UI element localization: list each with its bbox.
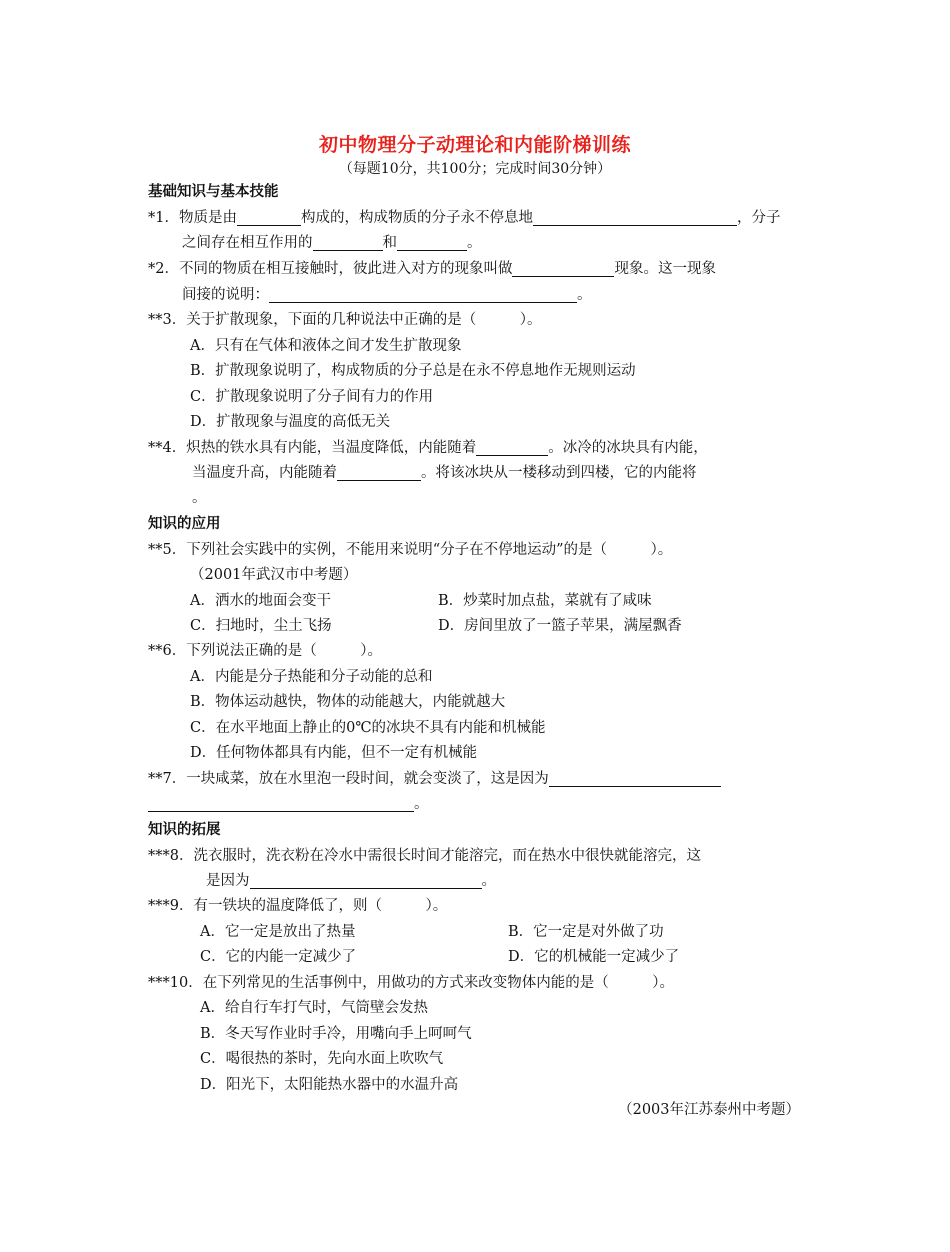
option-item[interactable]: B．炒菜时加点盐，菜就有了咸味 bbox=[438, 593, 652, 609]
question-number: **6． bbox=[148, 643, 187, 659]
question-10: ***10．在下列常见的生活事例中，用做功的方式来改变物体内能的是（ ）。 bbox=[148, 975, 674, 991]
option-item[interactable]: D．任何物体都具有内能，但不一定有机械能 bbox=[190, 745, 478, 761]
option-item[interactable]: C．扫地时，尘土飞扬 bbox=[190, 618, 332, 634]
option-item[interactable]: B．它一定是对外做了功 bbox=[508, 924, 664, 940]
question-4: **4．炽热的铁水具有内能，当温度降低，内能随着 。冰冷的冰块具有内能， bbox=[148, 440, 708, 456]
question-1-cont: 之间存在相互作用的 和 。 bbox=[182, 235, 482, 251]
answer-blank[interactable] bbox=[269, 286, 577, 303]
option-item[interactable]: D．扩散现象与温度的高低无关 bbox=[190, 414, 391, 430]
option-item[interactable]: A．只有在气体和液体之间才发生扩散现象 bbox=[190, 338, 462, 354]
option-item[interactable]: B．物体运动越快，物体的动能越大，内能就越大 bbox=[190, 694, 506, 710]
question-7: **7．一块咸菜，放在水里泡一段时间，就会变淡了，这是因为 bbox=[148, 769, 721, 789]
question-source: （2001年武汉市中考题） bbox=[190, 567, 358, 583]
question-number: **4． bbox=[148, 440, 187, 456]
answer-blank[interactable] bbox=[549, 770, 721, 787]
question-number: **5． bbox=[148, 542, 187, 558]
section-heading-basic: 基础知识与基本技能 bbox=[148, 183, 279, 200]
section-heading-extension: 知识的拓展 bbox=[148, 821, 221, 838]
section-heading-application: 知识的应用 bbox=[148, 515, 221, 532]
question-9: ***9．有一铁块的温度降低了，则（ ）。 bbox=[148, 898, 448, 914]
answer-blank[interactable] bbox=[337, 464, 421, 481]
question-number: ***10． bbox=[148, 975, 203, 991]
question-2-cont: 间接的说明： 。 bbox=[182, 287, 592, 303]
page-title: 初中物理分子动理论和内能阶梯训练 bbox=[318, 134, 631, 156]
option-item[interactable]: B．扩散现象说明了，构成物质的分子总是在永不停息地作无规则运动 bbox=[190, 363, 636, 379]
answer-blank[interactable] bbox=[476, 439, 548, 456]
option-item[interactable]: C．喝很热的茶时，先向水面上吹吹气 bbox=[200, 1051, 444, 1067]
option-item[interactable]: C．扩散现象说明了分子间有力的作用 bbox=[190, 389, 434, 405]
option-item[interactable]: B．冬天写作业时手冷，用嘴向手上呵呵气 bbox=[200, 1026, 472, 1042]
question-6: **6．下列说法正确的是（ ）。 bbox=[148, 643, 382, 659]
answer-blank[interactable] bbox=[397, 234, 467, 251]
question-number: **7． bbox=[148, 771, 187, 787]
answer-blank[interactable] bbox=[237, 209, 301, 226]
option-item[interactable]: D．它的机械能一定减少了 bbox=[508, 949, 680, 965]
option-item[interactable]: A．内能是分子热能和分子动能的总和 bbox=[190, 669, 433, 685]
question-3: **3．关于扩散现象，下面的几种说法中正确的是（ ）。 bbox=[148, 312, 542, 328]
answer-blank[interactable] bbox=[250, 872, 482, 889]
question-number: ***8． bbox=[148, 848, 194, 864]
option-item[interactable]: A．洒水的地面会变干 bbox=[190, 593, 331, 609]
option-item[interactable]: A．它一定是放出了热量 bbox=[200, 924, 356, 940]
answer-blank[interactable] bbox=[313, 234, 383, 251]
question-2: *2．不同的物质在相互接触时，彼此进入对方的现象叫做 现象。这一现象 bbox=[148, 261, 716, 277]
question-number: *2． bbox=[148, 261, 179, 277]
question-number: **3． bbox=[148, 312, 187, 328]
option-item[interactable]: A．给自行车打气时，气筒壁会发热 bbox=[200, 1000, 428, 1016]
question-4-end: 。 bbox=[192, 490, 207, 506]
answer-blank[interactable] bbox=[533, 209, 737, 226]
question-number: ***9． bbox=[148, 898, 194, 914]
answer-blank[interactable] bbox=[148, 795, 414, 812]
option-item[interactable]: D．房间里放了一篮子苹果，满屋飘香 bbox=[438, 618, 682, 634]
option-item[interactable]: D．阳光下，太阳能热水器中的水温升高 bbox=[200, 1077, 459, 1093]
question-8-cont: 是因为 。 bbox=[206, 873, 496, 889]
question-5: **5．下列社会实践中的实例，不能用来说明“分子在不停地运动”的是（ ）。 bbox=[148, 542, 673, 558]
answer-blank[interactable] bbox=[512, 260, 614, 277]
question-number: *1． bbox=[148, 210, 179, 226]
question-8: ***8．洗衣服时，洗衣粉在冷水中需很长时间才能溶完，而在热水中很快就能溶完，这 bbox=[148, 848, 701, 864]
question-7-cont: 。 bbox=[148, 794, 429, 814]
page-subtitle: （每题10分，共100分；完成时间30分钟） bbox=[338, 161, 612, 177]
option-item[interactable]: C．它的内能一定减少了 bbox=[200, 949, 357, 965]
option-item[interactable]: C．在水平地面上静止的0℃的冰块不具有内能和机械能 bbox=[190, 720, 546, 736]
question-1: *1．物质是由 构成的，构成物质的分子永不停息地 ，分子 bbox=[148, 210, 781, 226]
question-source: （2003年江苏泰州中考题） bbox=[618, 1102, 800, 1118]
question-4-cont: 当温度升高，内能随着 。将该冰块从一楼移动到四楼，它的内能将 bbox=[192, 465, 697, 481]
